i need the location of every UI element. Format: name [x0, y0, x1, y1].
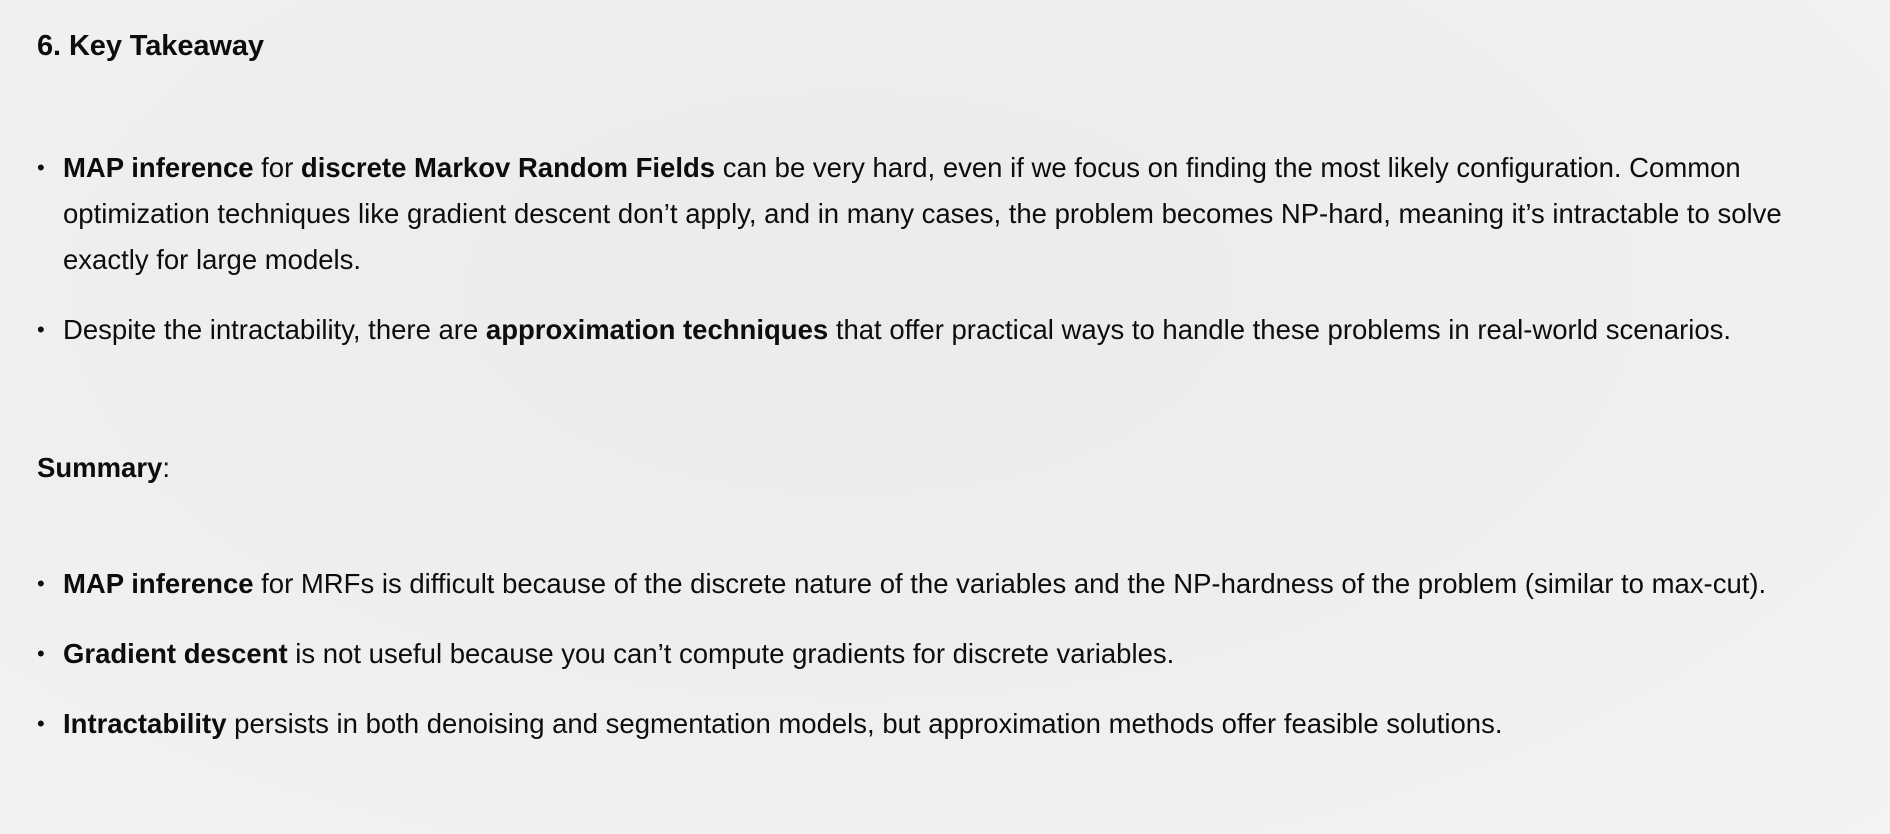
list-item-text: that offer practical ways to handle these problems in real-world scenarios. [828, 314, 1732, 345]
bullet-icon: • [37, 571, 45, 596]
bullet-icon: • [37, 641, 45, 666]
bold-term: Gradient descent [63, 638, 288, 669]
summary-colon: : [162, 452, 170, 483]
section-heading: 6. Key Takeaway [37, 30, 264, 62]
list-item-text: Despite the intractability, there are [63, 314, 486, 345]
key-takeaway-list [37, 145, 1807, 377]
list-item [37, 145, 1807, 283]
list-item [37, 307, 1807, 353]
bullet-icon: • [37, 711, 45, 736]
bold-term: discrete Markov Random Fields [300, 152, 716, 183]
list-item [37, 631, 1807, 677]
summary-label [37, 448, 170, 488]
summary-list [37, 561, 1807, 771]
bold-term: MAP inference [63, 152, 254, 183]
bullet-icon: • [37, 317, 45, 342]
list-item [37, 701, 1807, 747]
bold-term: MAP inference [63, 568, 254, 599]
summary-title: Summary [37, 452, 163, 483]
list-item-text: is not useful because you can’t compute gradients for discrete variables. [287, 638, 1175, 669]
list-item-text: can be very hard, even if we focus on finding the most likely configuration. Common optimization techniques like gradient descent don’t apply, and in many cases, the problem becomes NP-hard, meaning it’s intractable to solve exactly for large models. [63, 152, 1782, 275]
list-item-text: persists in both denoising and segmentation models, but approximation methods offer feasible solutions. [226, 708, 1503, 739]
bullet-icon: • [37, 155, 45, 180]
bold-term: Intractability [63, 708, 227, 739]
list-item-text: for [253, 152, 301, 183]
list-item [37, 561, 1807, 607]
bold-term: approximation techniques [485, 314, 829, 345]
list-item-text: for MRFs is difficult because of the discrete nature of the variables and the NP-hardness of the problem (similar to max-cut). [253, 568, 1767, 599]
